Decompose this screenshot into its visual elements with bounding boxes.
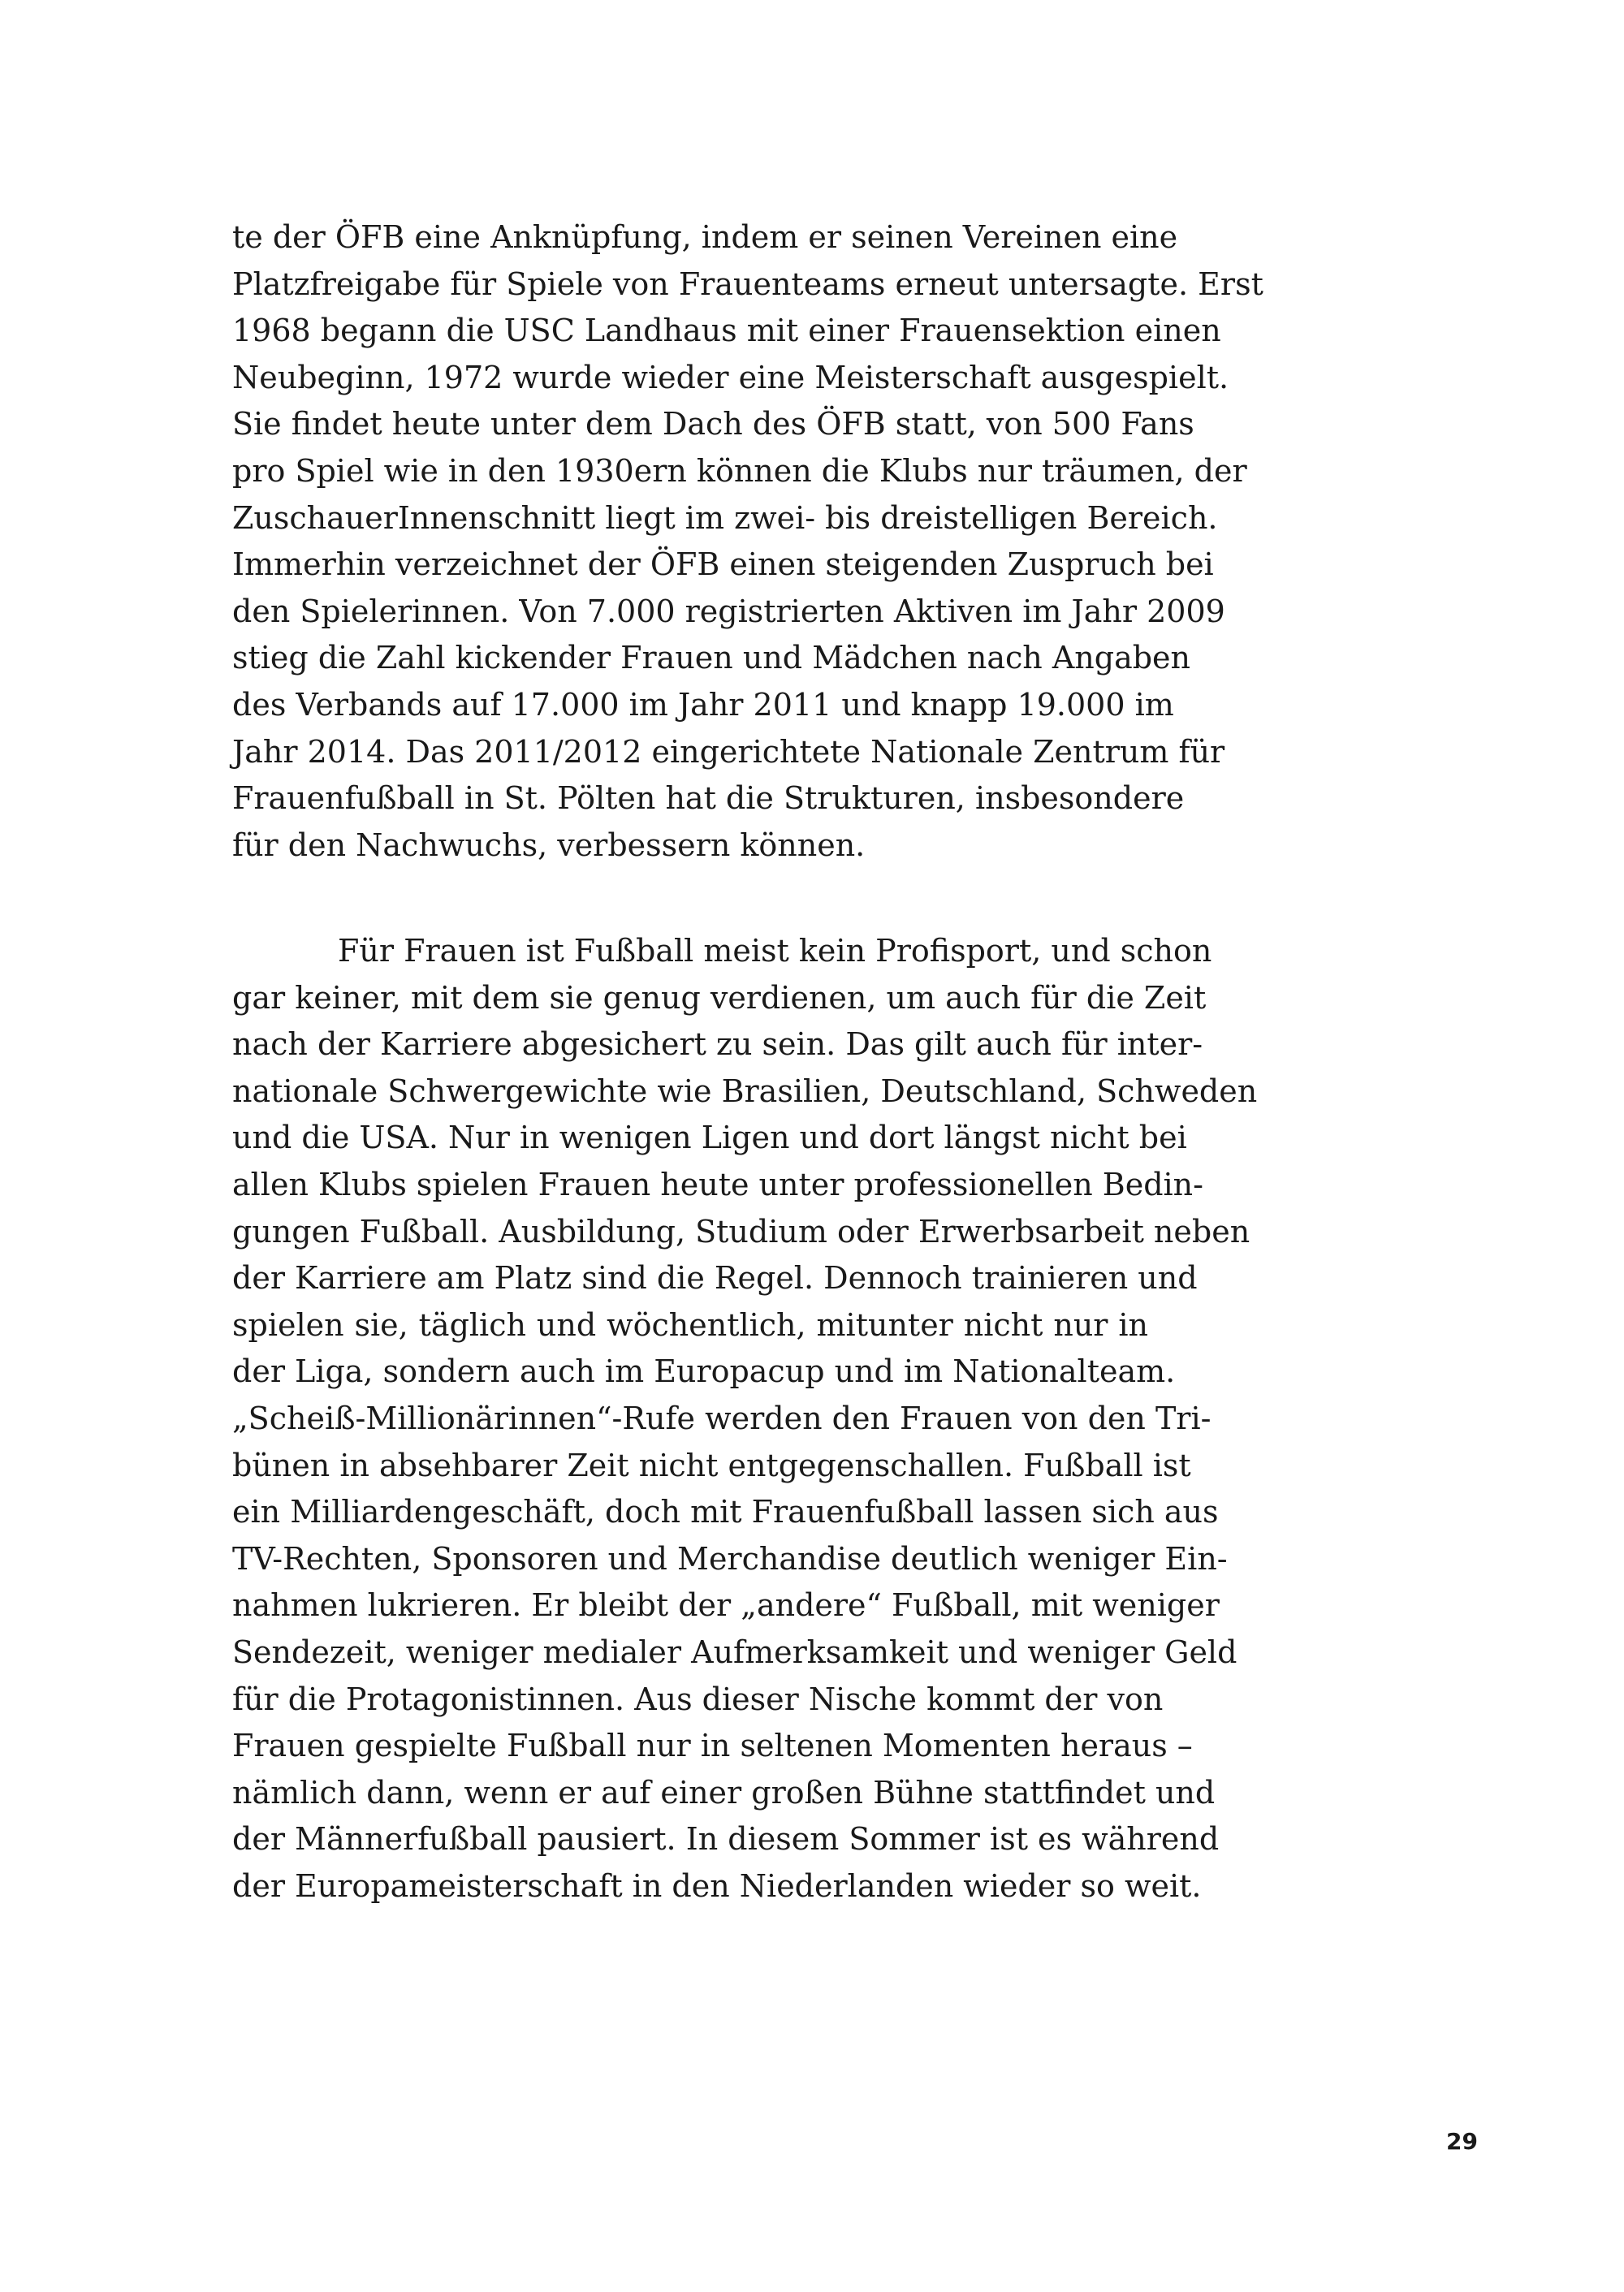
text-line: Jahr 2014. Das 2011/2012 eingerichtete Nationale Zentrum für [232, 733, 1225, 770]
text-line: gungen Fußball. Ausbildung, Studium oder Erwerbsarbeit neben [232, 1213, 1250, 1250]
text-line: für den Nachwuchs, verbessern können. [232, 827, 866, 863]
text-line: nationale Schwergewichte wie Brasilien, Deutschland, Schweden [232, 1073, 1258, 1109]
text-line: Frauenfußball in St. Pölten hat die Strukturen, insbesondere [232, 780, 1185, 817]
text-line: nahmen lukrieren. Er bleibt der „andere“ Fußball, mit weniger [232, 1587, 1220, 1624]
text-line: der Europameisterschaft in den Niederlanden wieder so weit. [232, 1867, 1202, 1904]
text-line: für die Protagonistinnen. Aus dieser Nische kommt der von [232, 1681, 1164, 1717]
text-line: nämlich dann, wenn er auf einer großen Bühne stattfindet und [232, 1774, 1216, 1811]
text-line: und die USA. Nur in wenigen Ligen und dort längst nicht bei [232, 1120, 1187, 1156]
paragraph-1 [232, 214, 1263, 869]
text-line: Frauen gespielte Fußball nur in seltenen Momenten heraus – [232, 1728, 1193, 1764]
text-line: des Verbands auf 17.000 im Jahr 2011 und knapp 19.000 im [232, 686, 1174, 723]
text-line: nach der Karriere abgesichert zu sein. Das gilt auch für inter- [232, 1026, 1203, 1063]
text-line: Sendezeit, weniger medialer Aufmerksamkeit und weniger Geld [232, 1634, 1237, 1670]
text-line: ein Milliardengeschäft, doch mit Frauenfußball lassen sich aus [232, 1494, 1219, 1530]
text-line: der Männerfußball pausiert. In diesem Sommer ist es während [232, 1821, 1220, 1858]
text-line: TV-Rechten, Sponsoren und Merchandise deutlich weniger Ein- [232, 1540, 1228, 1577]
text-line: te der ÖFB eine Anknüpfung, indem er seinen Vereinen eine [232, 219, 1178, 255]
text-line: Für Frauen ist Fußball meist kein Profisport, und schon [338, 933, 1212, 969]
page-number: 29 [1446, 2128, 1478, 2155]
text-line: spielen sie, täglich und wöchentlich, mitunter nicht nur in [232, 1306, 1148, 1343]
text-line: der Karriere am Platz sind die Regel. Dennoch trainieren und [232, 1260, 1198, 1297]
text-line: Neubeginn, 1972 wurde wieder eine Meisterschaft ausgespielt. [232, 359, 1229, 395]
text-line: „Scheiß-Millionärinnen“-Rufe werden den Frauen von den Tri- [232, 1400, 1212, 1436]
paragraph-2 [232, 928, 1258, 1910]
text-line: stieg die Zahl kickender Frauen und Mädchen nach Angaben [232, 640, 1191, 676]
text-line: allen Klubs spielen Frauen heute unter professionellen Bedin- [232, 1166, 1203, 1202]
text-line: Sie findet heute unter dem Dach des ÖFB statt, von 500 Fans [232, 406, 1194, 442]
text-line: ZuschauerInnenschnitt liegt im zwei- bis dreistelligen Bereich. [232, 499, 1218, 536]
text-line: Platzfreigabe für Spiele von Frauenteams erneut untersagte. Erst [232, 265, 1263, 302]
text-line: der Liga, sondern auch im Europacup und im Nationalteam. [232, 1353, 1176, 1390]
text-line: Immerhin verzeichnet der ÖFB einen steigenden Zuspruch bei [232, 546, 1214, 583]
text-line: bünen in absehbarer Zeit nicht entgegenschallen. Fußball ist [232, 1447, 1191, 1483]
text-line: gar keiner, mit dem sie genug verdienen, um auch für die Zeit [232, 979, 1207, 1016]
text-line: den Spielerinnen. Von 7.000 registrierten Aktiven im Jahr 2009 [232, 593, 1225, 629]
text-line: pro Spiel wie in den 1930ern können die Klubs nur träumen, der [232, 452, 1247, 489]
text-line: 1968 begann die USC Landhaus mit einer Frauensektion einen [232, 313, 1221, 349]
